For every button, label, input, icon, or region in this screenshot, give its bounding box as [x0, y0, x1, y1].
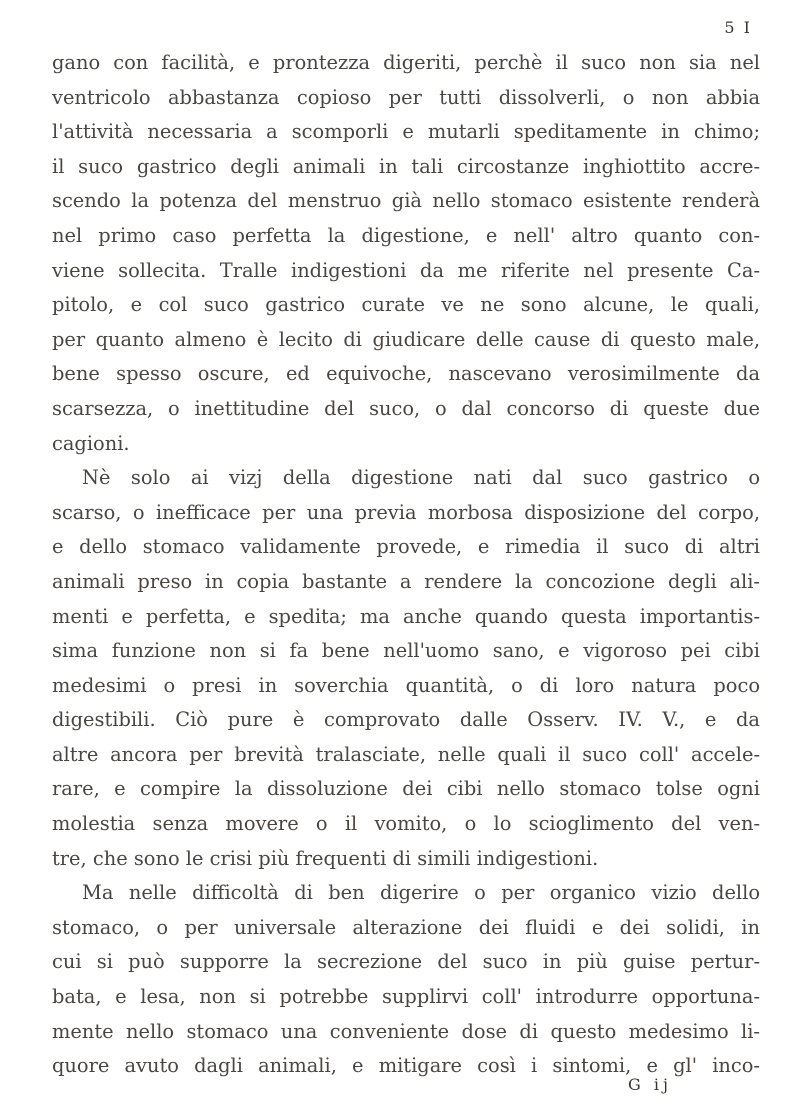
text-line: l'attività necessaria a scomporli e mutarli speditamente in chimo; [52, 120, 760, 144]
text-line: stomaco, o per universale alterazione dei fluidi e dei solidi, in [52, 915, 760, 939]
text-line: Ma nelle difficoltà di ben digerire o per organico vizio dello [82, 881, 760, 905]
text-line: cui si può supporre la secrezione del suco in più guise pertur- [52, 950, 760, 974]
text-line: nel primo caso perfetta la digestione, e nell' altro quanto con- [52, 223, 760, 247]
text-line: scarsezza, o inettitudine del suco, o dal concorso di queste due [52, 396, 760, 420]
text-line: bene spesso oscure, ed equivoche, nascevano verosimilmente da [52, 362, 760, 386]
text-line: menti e perfetta, e spedita; ma anche quando questa importantis- [52, 604, 760, 628]
text-line: scarso, o inefficace per una previa morbosa disposizione del corpo, [52, 500, 760, 524]
text-line: digestibili. Ciò pure è comprovato dalle Osserv. IV. V., e da [52, 708, 760, 732]
text-line: sima funzione non si fa bene nell'uomo sano, e vigoroso pei cibi [52, 639, 760, 663]
text-line: rare, e compire la dissoluzione dei cibi nello stomaco tolse ogni [52, 777, 760, 801]
text-line: quore avuto dagli animali, e mitigare così i sintomi, e gl' inco- [52, 1054, 760, 1078]
text-line: mente nello stomaco una conveniente dose di questo medesimo li- [52, 1019, 760, 1043]
text-line: gano con facilità, e prontezza digeriti, perchè il suco non sia nel [52, 51, 760, 74]
text-line: Nè solo ai vizj della digestione nati dal suco gastrico o [82, 466, 760, 490]
text-line: e dello stomaco validamente provede, e rimedia il suco di altri [52, 535, 760, 559]
text-line: il suco gastrico degli animali in tali circostanze inghiottito accre- [52, 154, 760, 178]
text-line: altre ancora per brevità tralasciate, nelle quali il suco coll' accele- [52, 742, 760, 766]
text-line: molestia senza movere o il vomito, o lo scioglimento del ven- [52, 812, 760, 836]
text-line: scendo la potenza del menstruo già nello stomaco esistente renderà [52, 189, 760, 213]
text-line: viene sollecita. Tralle indigestioni da me riferite nel presente Ca- [52, 258, 760, 282]
text-line: per quanto almeno è lecito di giudicare delle cause di questo male, [52, 327, 760, 351]
text-line: cagioni. [52, 431, 130, 455]
text-line: pitolo, e col suco gastrico curate ve ne sono alcune, le quali, [52, 293, 760, 317]
text-line: animali preso in copia bastante a rendere la concozione degli ali- [52, 569, 760, 593]
body-text [52, 46, 760, 1084]
text-line: bata, e lesa, non si potrebbe supplirvi coll' introdurre opportuna- [52, 985, 760, 1009]
text-line: tre, che sono le crisi più frequenti di simili indigestioni. [52, 846, 599, 870]
signature-mark: G ij [628, 1075, 672, 1094]
text-line: ventricolo abbastanza copioso per tutti dissolverli, o non abbia [52, 85, 760, 109]
text-line: medesimi o presi in soverchia quantità, o di loro natura poco [52, 673, 760, 697]
page-number: 5 I [724, 18, 752, 37]
